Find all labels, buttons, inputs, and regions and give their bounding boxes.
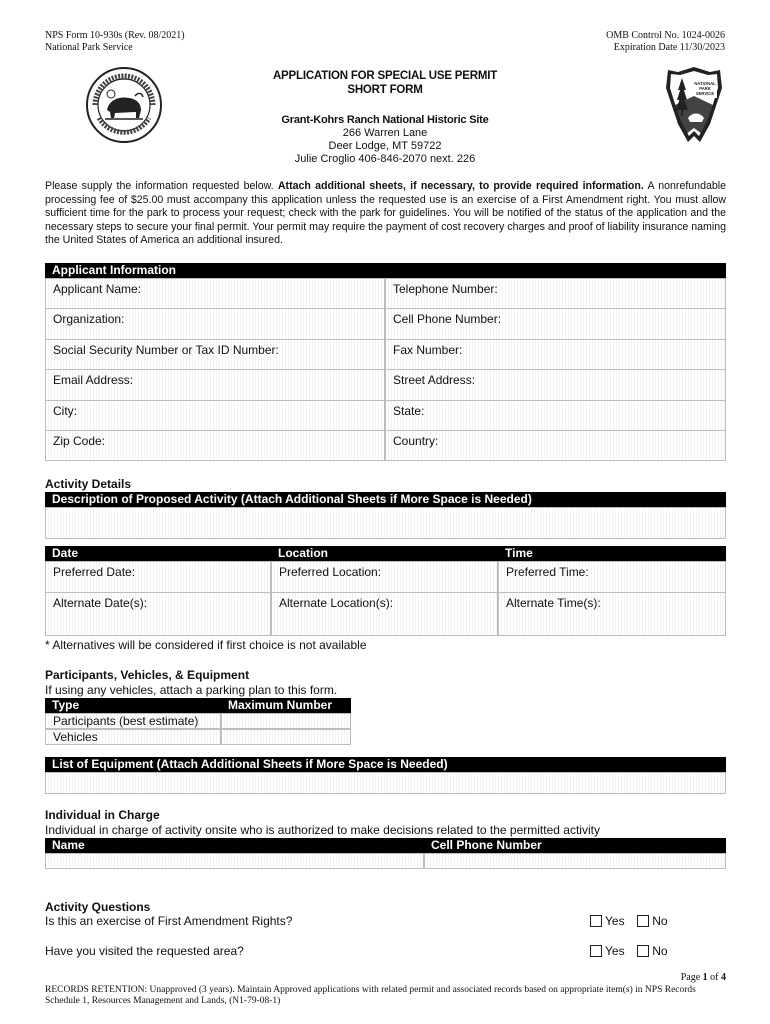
svg-text:SERVICE: SERVICE [695,91,715,96]
question-first-amendment: Is this an exercise of First Amendment Rights? [45,914,293,928]
instructions-part1: Please supply the information requested below. [45,180,274,192]
individual-in-charge-note: Individual in charge of activity onsite who is authorized to make decisions related to the permitted activity [45,823,600,837]
no-label: No [652,914,668,928]
vehicles-row-label: Vehicles [45,729,221,745]
applicant-field-cell-phone-number[interactable]: Cell Phone Number: [385,308,726,339]
svg-text:NATIONAL: NATIONAL [694,81,716,86]
alternate-location-field[interactable]: Alternate Location(s): [271,592,498,636]
instructions-paragraph [45,180,726,248]
max-number-column-header: Maximum Number [221,698,351,713]
equipment-list-header: List of Equipment (Attach Additional Sheets if More Space is Needed) [45,757,726,772]
question-first-amendment-options [590,914,668,928]
location-column-header: Location [271,546,498,561]
applicant-field-state[interactable]: State: [385,400,726,431]
form-header-right [606,30,725,54]
visited-area-no-checkbox[interactable] [637,945,649,957]
activity-questions-heading: Activity Questions [45,900,151,914]
site-contact: Julie Croglio 406-846-2070 next. 226 [294,153,476,165]
individual-phone-field[interactable] [424,853,726,869]
type-column-header: Type [45,698,221,713]
preferred-date-field[interactable]: Preferred Date: [45,561,271,593]
applicant-field-city[interactable]: City: [45,400,385,431]
form-title-line1: APPLICATION FOR SPECIAL USE PERMIT [272,70,498,82]
applicant-field-email-address[interactable]: Email Address: [45,369,385,400]
individual-in-charge-heading: Individual in Charge [45,808,160,822]
individual-name-field[interactable] [45,853,424,869]
expiration-date: Expiration Date 11/30/2023 [613,42,725,53]
yes-label: Yes [605,914,625,928]
parking-plan-note: If using any vehicles, attach a parking plan to this form. [45,683,338,697]
no-label: No [652,944,668,958]
applicant-field-organization[interactable]: Organization: [45,308,385,339]
applicant-field-zip-code[interactable]: Zip Code: [45,430,385,461]
applicant-field-country[interactable]: Country: [385,430,726,461]
applicant-field-applicant-name[interactable]: Applicant Name: [45,278,385,309]
time-column-header: Time [498,546,726,561]
site-street: 266 Warren Lane [342,127,428,139]
applicant-info-header: Applicant Information [45,263,385,278]
records-retention-note: RECORDS RETENTION: Unapproved (3 years). Maintain Approved applications with related permit and associated records based on appropriate item(s) in NPS Records Schedule 1, Resources Management and Lands, (N1-79-08-1) [45,985,696,1006]
question-visited-area: Have you visited the requested area? [45,944,244,958]
instructions-bold: Attach additional sheets, if necessary, to provide required information. [277,180,644,192]
preferred-location-field[interactable]: Preferred Location: [271,561,498,593]
form-title-line2: SHORT FORM [347,84,423,96]
alternate-date-field[interactable]: Alternate Date(s): [45,592,271,636]
form-header-left [45,30,185,54]
applicant-field-telephone-number[interactable]: Telephone Number: [385,278,726,309]
omb-control-number: OMB Control No. 1024-0026 [606,30,725,41]
applicant-info-header-right [385,263,726,278]
description-field[interactable] [45,507,726,539]
agency-name: National Park Service [45,42,133,53]
preferred-time-field[interactable]: Preferred Time: [498,561,726,593]
participants-count-field[interactable] [221,713,351,729]
first-amendment-yes-checkbox[interactable] [590,915,602,927]
instructions-part2: A nonrefundable processing fee of $25.00 must accompany this application unless the requested use is an exercise of a First Amendment right. You must allow sufficient time for the park to process your request; check with the park for guidelines. You will be notified of the status of the application and the necessary steps to secure your final permit. Your permit may require the payment of cost recovery charges and proof of liability insurance naming the United States of America an additional insured. [45,180,726,247]
yes-label: Yes [605,944,625,958]
first-amendment-no-checkbox[interactable] [637,915,649,927]
applicant-field-social-security-number-or-tax-id-number[interactable]: Social Security Number or Tax ID Number: [45,339,385,370]
visited-area-yes-checkbox[interactable] [590,945,602,957]
svg-text:PARK: PARK [699,86,711,91]
form-number: NPS Form 10-930s (Rev. 08/2021) [45,30,185,41]
vehicles-count-field[interactable] [221,729,351,745]
site-name: Grant-Kohrs Ranch National Historic Site [281,114,489,126]
alternate-time-field[interactable]: Alternate Time(s): [498,592,726,636]
cell-phone-column-header: Cell Phone Number [424,838,726,853]
page-number: Page 1 of 4 [680,972,726,983]
description-header: Description of Proposed Activity (Attach Additional Sheets if More Space is Needed) [45,492,726,507]
question-visited-area-options [590,944,668,958]
participants-heading: Participants, Vehicles, & Equipment [45,668,250,682]
activity-details-heading: Activity Details [45,477,132,491]
name-column-header: Name [45,838,424,853]
site-city: Deer Lodge, MT 59722 [328,140,442,152]
equipment-list-field[interactable] [45,772,726,794]
applicant-field-fax-number[interactable]: Fax Number: [385,339,726,370]
applicant-field-street-address[interactable]: Street Address: [385,369,726,400]
date-column-header: Date [45,546,271,561]
participants-row-label: Participants (best estimate) [45,713,221,729]
alternatives-note: * Alternatives will be considered if first choice is not available [45,638,367,652]
